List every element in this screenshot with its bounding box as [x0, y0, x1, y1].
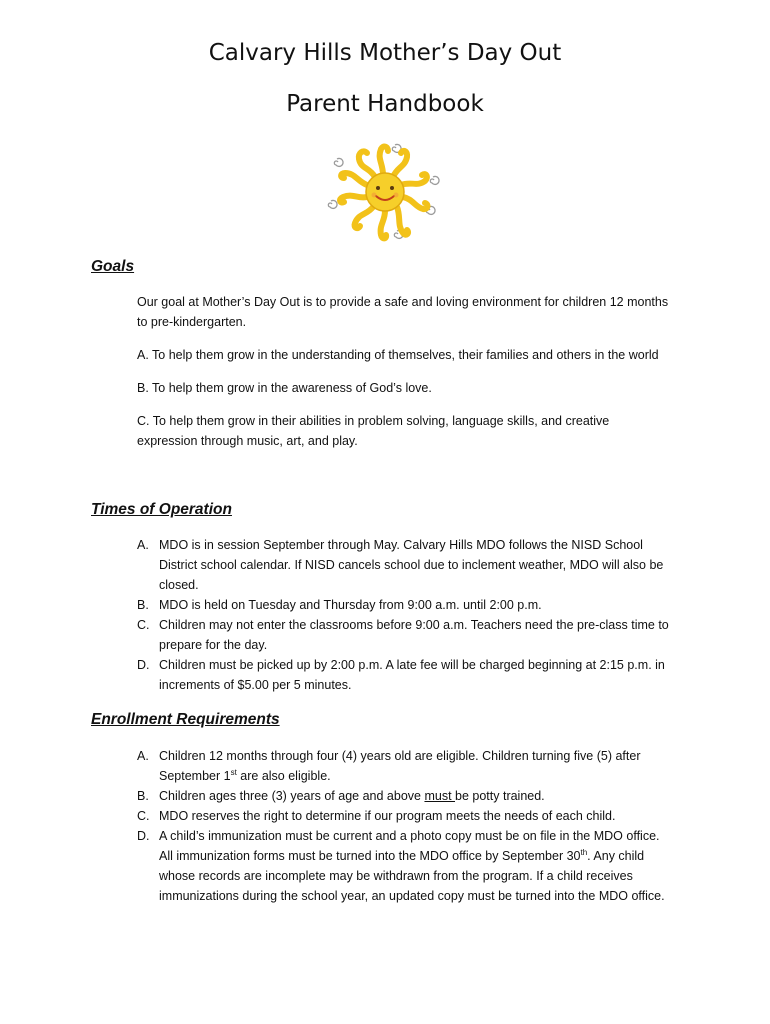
section-heading-goals: Goals	[91, 258, 135, 275]
goal-a: A. To help them grow in the understanding of themselves, their families and others in the world	[137, 348, 659, 362]
list-item-line: MDO is held on Tuesday and Thursday from 9:00 a.m. until 2:00 p.m.	[159, 598, 542, 612]
text-run: Children ages three (3) years of age and above	[159, 789, 425, 803]
document-title: Calvary Hills Mother’s Day Out	[208, 40, 562, 66]
superscript: st	[230, 767, 237, 777]
list-marker: C.	[137, 618, 150, 632]
list-item-line: Children must be picked up by 2:00 p.m. A late fee will be charged beginning at 2:15 p.m. in	[159, 658, 665, 672]
goals-intro	[137, 292, 697, 332]
text-run: All immunization forms must be turned into the MDO office by September 30	[159, 849, 581, 863]
list-item-line: Children may not enter the classrooms before 9:00 a.m. Teachers need the pre-class time to	[159, 618, 669, 632]
underlined-text: must	[424, 789, 456, 803]
list-marker: A.	[137, 538, 149, 552]
list-item-line: whose records are incomplete may be withdrawn from the program. If a child receives	[159, 869, 633, 883]
list-marker: C.	[137, 809, 150, 823]
smiling-sun-icon	[325, 137, 445, 249]
text-run: be potty trained.	[455, 789, 545, 803]
list-item-line	[159, 786, 699, 806]
goal-c	[137, 411, 697, 451]
text-run: are also eligible.	[236, 769, 331, 783]
list-item-line: District school calendar. If NISD cancels school due to inclement weather, MDO will also be	[159, 558, 664, 572]
goals-intro-line: to pre-kindergarten.	[137, 315, 247, 329]
list-item-line: increments of $5.00 per 5 minutes.	[159, 678, 352, 692]
list-item-line: MDO reserves the right to determine if our program meets the needs of each child.	[159, 809, 616, 823]
list-item-line	[159, 766, 699, 786]
goal-c-line: C. To help them grow in their abilities in problem solving, language skills, and creative	[137, 414, 610, 428]
list-marker: A.	[137, 749, 149, 763]
section-heading-times-of-operation: Times of Operation	[91, 501, 232, 518]
list-item-line: A child’s immunization must be current and a photo copy must be on file in the MDO office.	[159, 829, 660, 843]
text-run: . Any child	[587, 849, 645, 863]
list-marker: B.	[137, 598, 149, 612]
list-item-line: Children 12 months through four (4) years old are eligible. Children turning five (5) after	[159, 749, 641, 763]
goals-intro-line: Our goal at Mother’s Day Out is to provide a safe and loving environment for children 12 months	[137, 295, 669, 309]
list-marker: B.	[137, 789, 149, 803]
list-marker: D.	[137, 658, 150, 672]
list-item-line: MDO is in session September through May. Calvary Hills MDO follows the NISD School	[159, 538, 643, 552]
goal-b: B. To help them grow in the awareness of God’s love.	[137, 381, 432, 395]
document-subtitle: Parent Handbook	[286, 91, 484, 117]
list-item-line: prepare for the day.	[159, 638, 268, 652]
list-item-line: immunizations during the school year, an updated copy must be turned into the MDO office.	[159, 889, 665, 903]
goal-c-line: expression through music, art, and play.	[137, 434, 358, 448]
text-run: September 1	[159, 769, 231, 783]
superscript: th	[580, 847, 588, 857]
list-marker: D.	[137, 829, 150, 843]
list-item-line: closed.	[159, 578, 199, 592]
list-item-line	[159, 846, 699, 866]
section-heading-enrollment-requirements: Enrollment Requirements	[91, 711, 280, 728]
